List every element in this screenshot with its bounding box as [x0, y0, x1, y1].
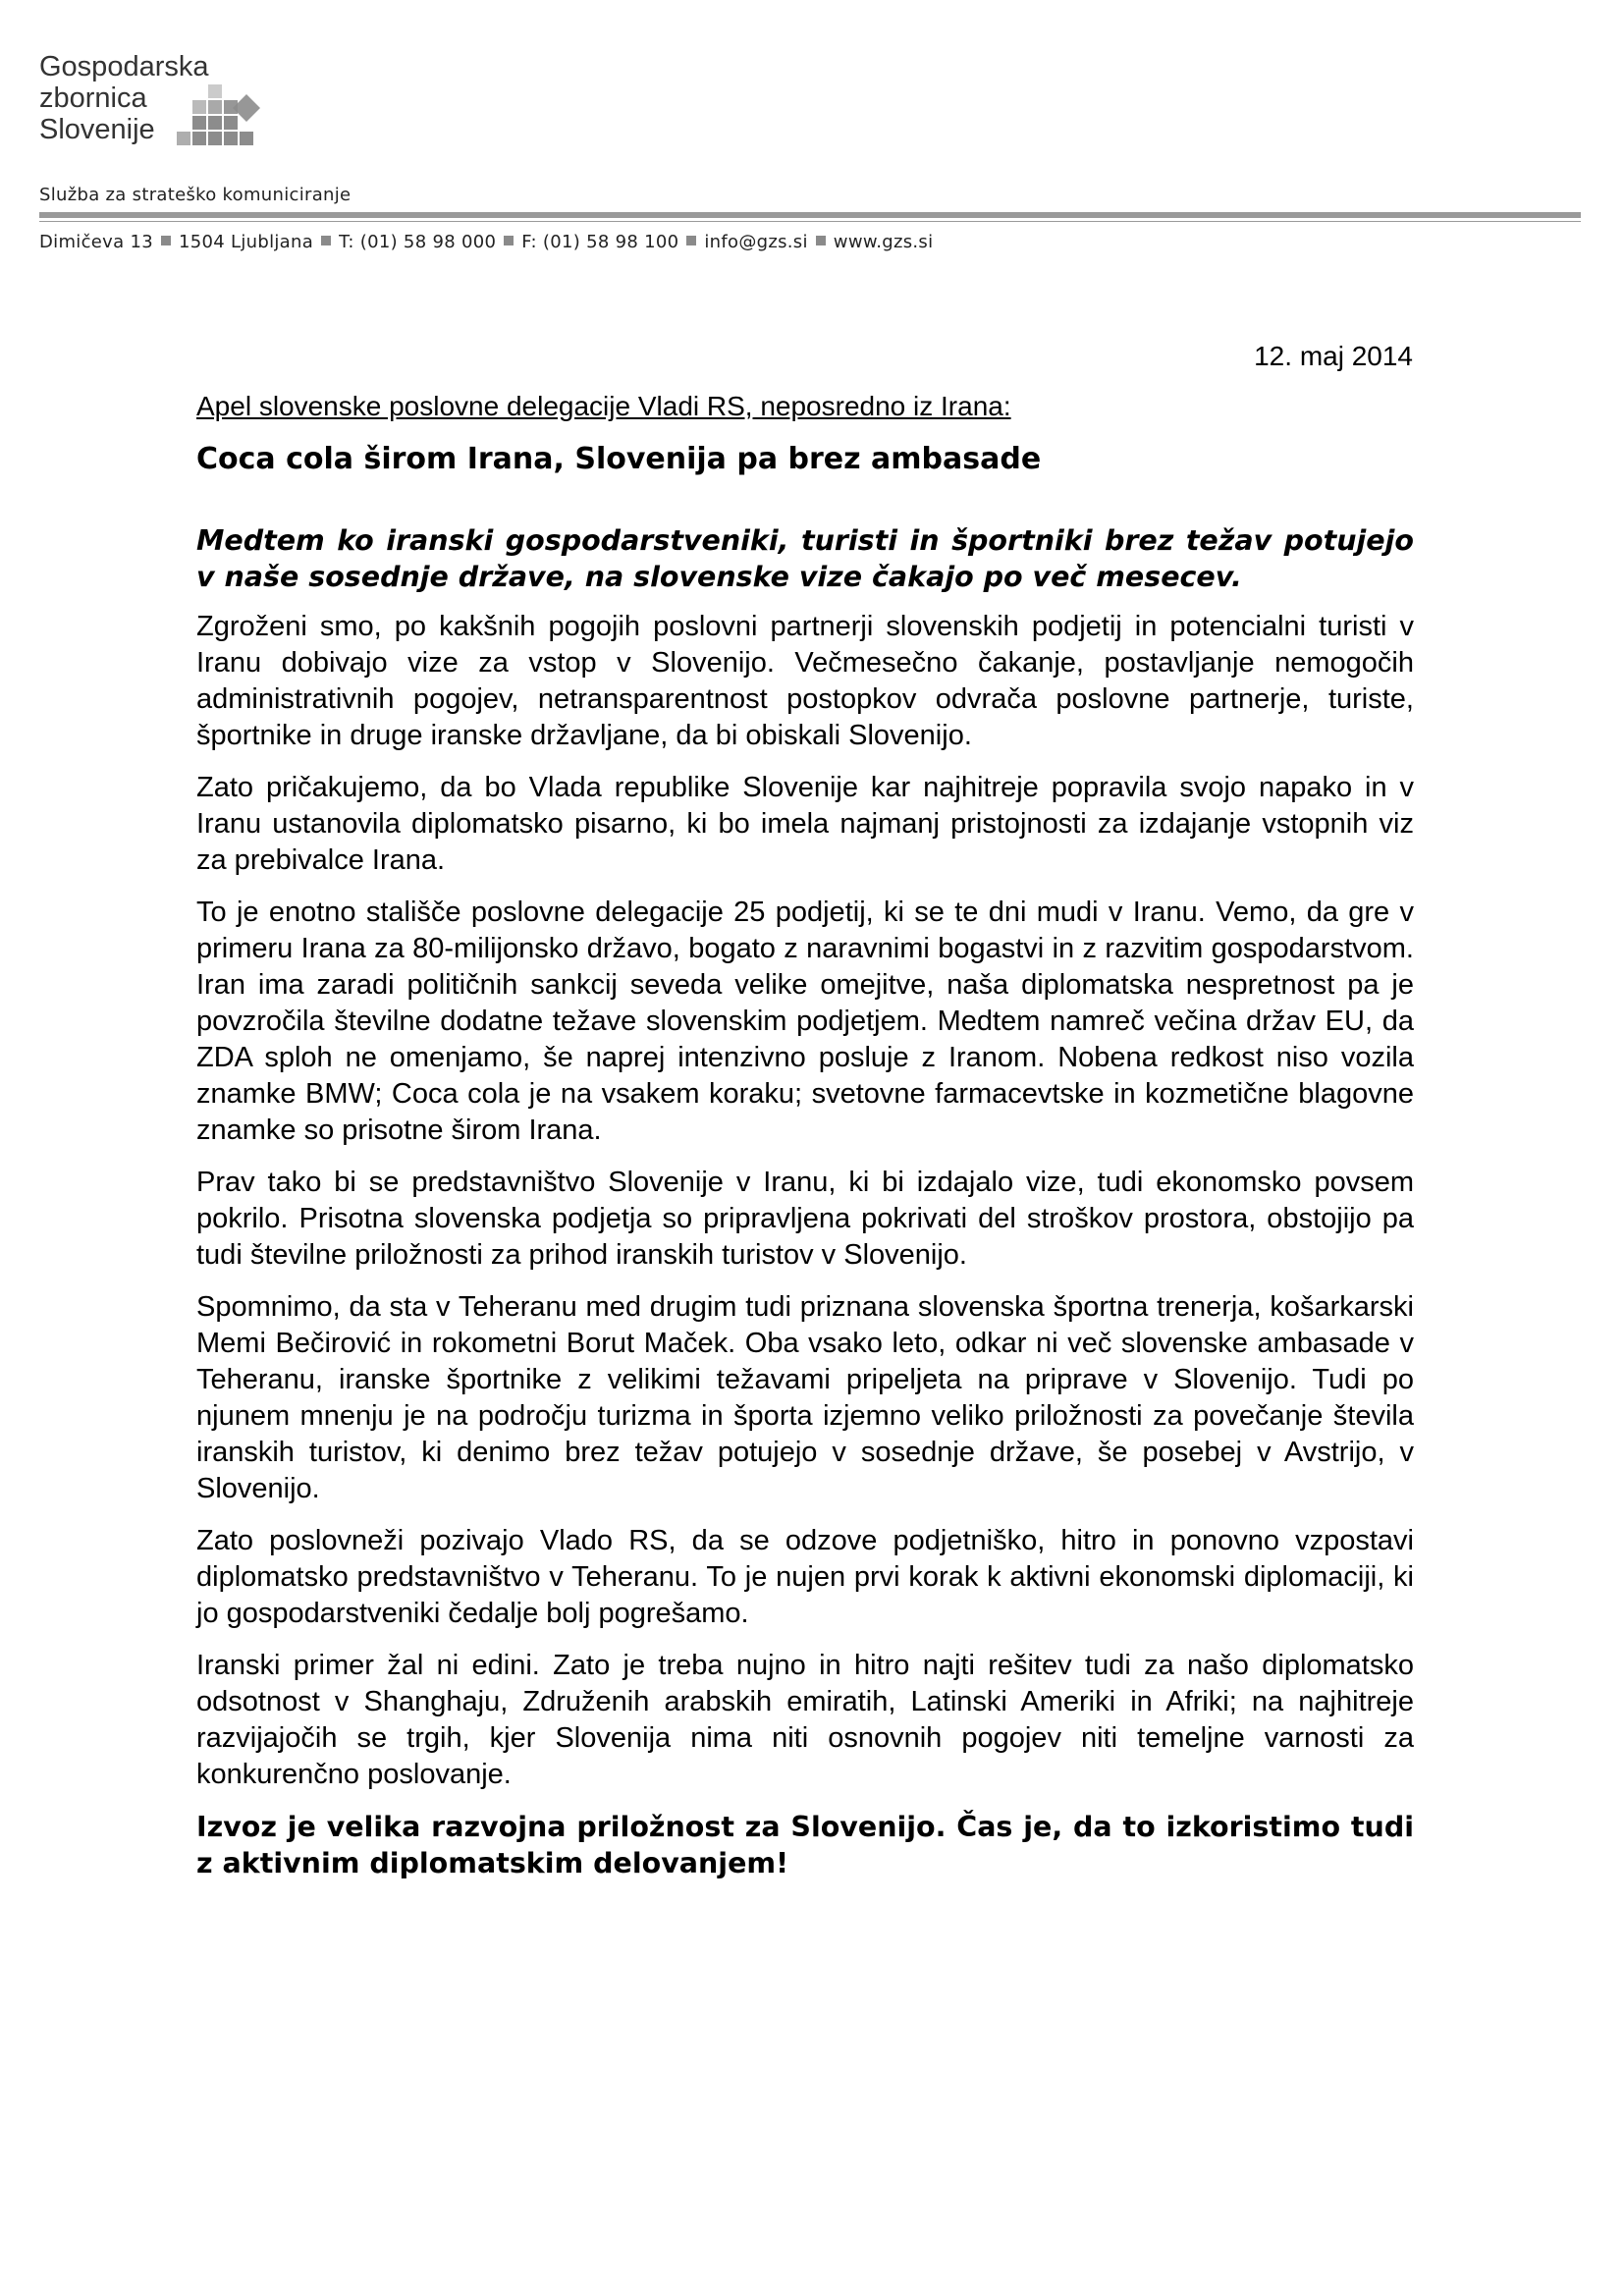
paragraph-6: Zato poslovneži pozivajo Vlado RS, da se odzove podjetniško, hitro in ponovno vzpostavi diplomatsko predstavništvo v Teheranu. To je nujen prvi korak k aktivni ekonomski diplomaciji, ki jo gospodarstveniki čedalje bolj pogrešamo.	[196, 1525, 1414, 1629]
contact-email[interactable]: info@gzs.si	[704, 232, 808, 252]
separator-square-icon	[686, 236, 696, 245]
header-divider-thin	[39, 221, 1581, 222]
org-name-line-2: zbornica	[39, 82, 147, 114]
paragraph-7: Iranski primer žal ni edini. Zato je treba nujno in hitro najti rešitev tudi za našo diplomatsko odsotnost v Shanghaju, Združenih arabskih emiratih, Latinski Ameriki in Afriki; na najhitreje razvijajočih se trgih, kjer Slovenija nima niti osnovnih pogojev niti temeljne varnosti za konkurenčno poslovanje.	[196, 1650, 1414, 1790]
contact-address: Dimičeva 13	[39, 232, 153, 252]
service-name: Služba za strateško komuniciranje	[39, 185, 352, 205]
org-name-line-3: Slovenije	[39, 114, 155, 145]
paragraph-5: Spomnimo, da sta v Teheranu med drugim tudi priznana slovenska športna trenerja, košarkarski Memi Bečirović in rokometni Borut Maček. Oba vsako leto, odkar ni več slovenske ambasade v Teheranu, iranske športnike z velikimi težavami pripeljeta na priprave v Slovenijo. Tudi po njunem mnenju je na področju turizma in športa izjemno veliko priložnosti za povečanje števila iranskih turistov, ki denimo brez težav potujejo v sosednje države, še posebej v Avstrijo, v Slovenijo.	[196, 1291, 1414, 1504]
document-date: 12. maj 2014	[1254, 341, 1413, 371]
separator-square-icon	[504, 236, 514, 245]
document-subtitle: Apel slovenske poslovne delegacije Vladi RS, neposredno iz Irana:	[196, 391, 1011, 421]
lead-paragraph: Medtem ko iranski gospodarstveniki, turisti in športniki brez težav potujejo v naše sosednje države, na slovenske vize čakajo po več mesecev.	[196, 524, 1414, 593]
paragraph-3: To je enotno stališče poslovne delegacije 25 podjetij, ki se te dni mudi v Iranu. Vemo, da gre v primeru Irana za 80-milijonsko državo, bogato z naravnimi bogastvi in z razvitim gospodarstvom. Iran ima zaradi političnih sankcij seveda velike omejitve, naša diplomatska nespretnost pa je povzročila številne dodatne težave slovenskim podjetjem. Medtem namreč večina držav EU, da ZDA sploh ne omenjamo, še naprej intenzivno posluje z Iranom. Nobena redkost niso vozila znamke BMW; Coca cola je na vsakem koraku; svetovne farmacevtske in kozmetične blagovne znamke so prisotne širom Irana.	[196, 897, 1414, 1146]
document-body	[196, 389, 1414, 1881]
contact-web[interactable]: www.gzs.si	[833, 232, 934, 252]
paragraph-4: Prav tako bi se predstavništvo Slovenije v Iranu, ki bi izdajalo vize, tudi ekonomsko povsem pokrilo. Prisotna slovenska podjetja so pripravljena pokrivati del stroškov prostora, obstojijo pa tudi številne priložnosti za prihod iranskih turistov v Slovenijo.	[196, 1167, 1414, 1271]
gzs-logo	[39, 51, 265, 169]
contact-line	[39, 232, 933, 252]
contact-fax: F: (01) 58 98 100	[521, 232, 679, 252]
org-name-line-1: Gospodarska	[39, 51, 209, 82]
header-divider	[39, 212, 1581, 218]
contact-phone: T: (01) 58 98 000	[339, 232, 497, 252]
document-headline: Coca cola širom Irana, Slovenija pa brez ambasade	[196, 442, 1042, 476]
separator-square-icon	[161, 236, 171, 245]
separator-square-icon	[321, 236, 331, 245]
paragraph-1: Zgroženi smo, po kakšnih pogojih poslovni partnerji slovenskih podjetij in potencialni turisti v Iranu dobivajo vize za vstop v Slovenijo. Večmesečno čakanje, postavljanje nemogočih administrativnih pogojev, netransparentnost postopkov odvrača poslovne partnerje, turiste, športnike in druge iranske državljane, da bi obiskali Slovenijo.	[196, 611, 1414, 751]
paragraph-2: Zato pričakujemo, da bo Vlada republike Slovenije kar najhitreje popravila svojo napako in v Iranu ustanovila diplomatsko pisarno, ki bo imela najmanj pristojnosti za izdajanje vstopnih viz za prebivalce Irana.	[196, 772, 1414, 876]
separator-square-icon	[816, 236, 826, 245]
closing-statement: Izvoz je velika razvojna priložnost za Slovenijo. Čas je, da to izkoristimo tudi z aktivnim diplomatskim delovanjem!	[196, 1811, 1414, 1879]
logo-grid-icon	[165, 84, 263, 173]
contact-city: 1504 Ljubljana	[178, 232, 314, 252]
